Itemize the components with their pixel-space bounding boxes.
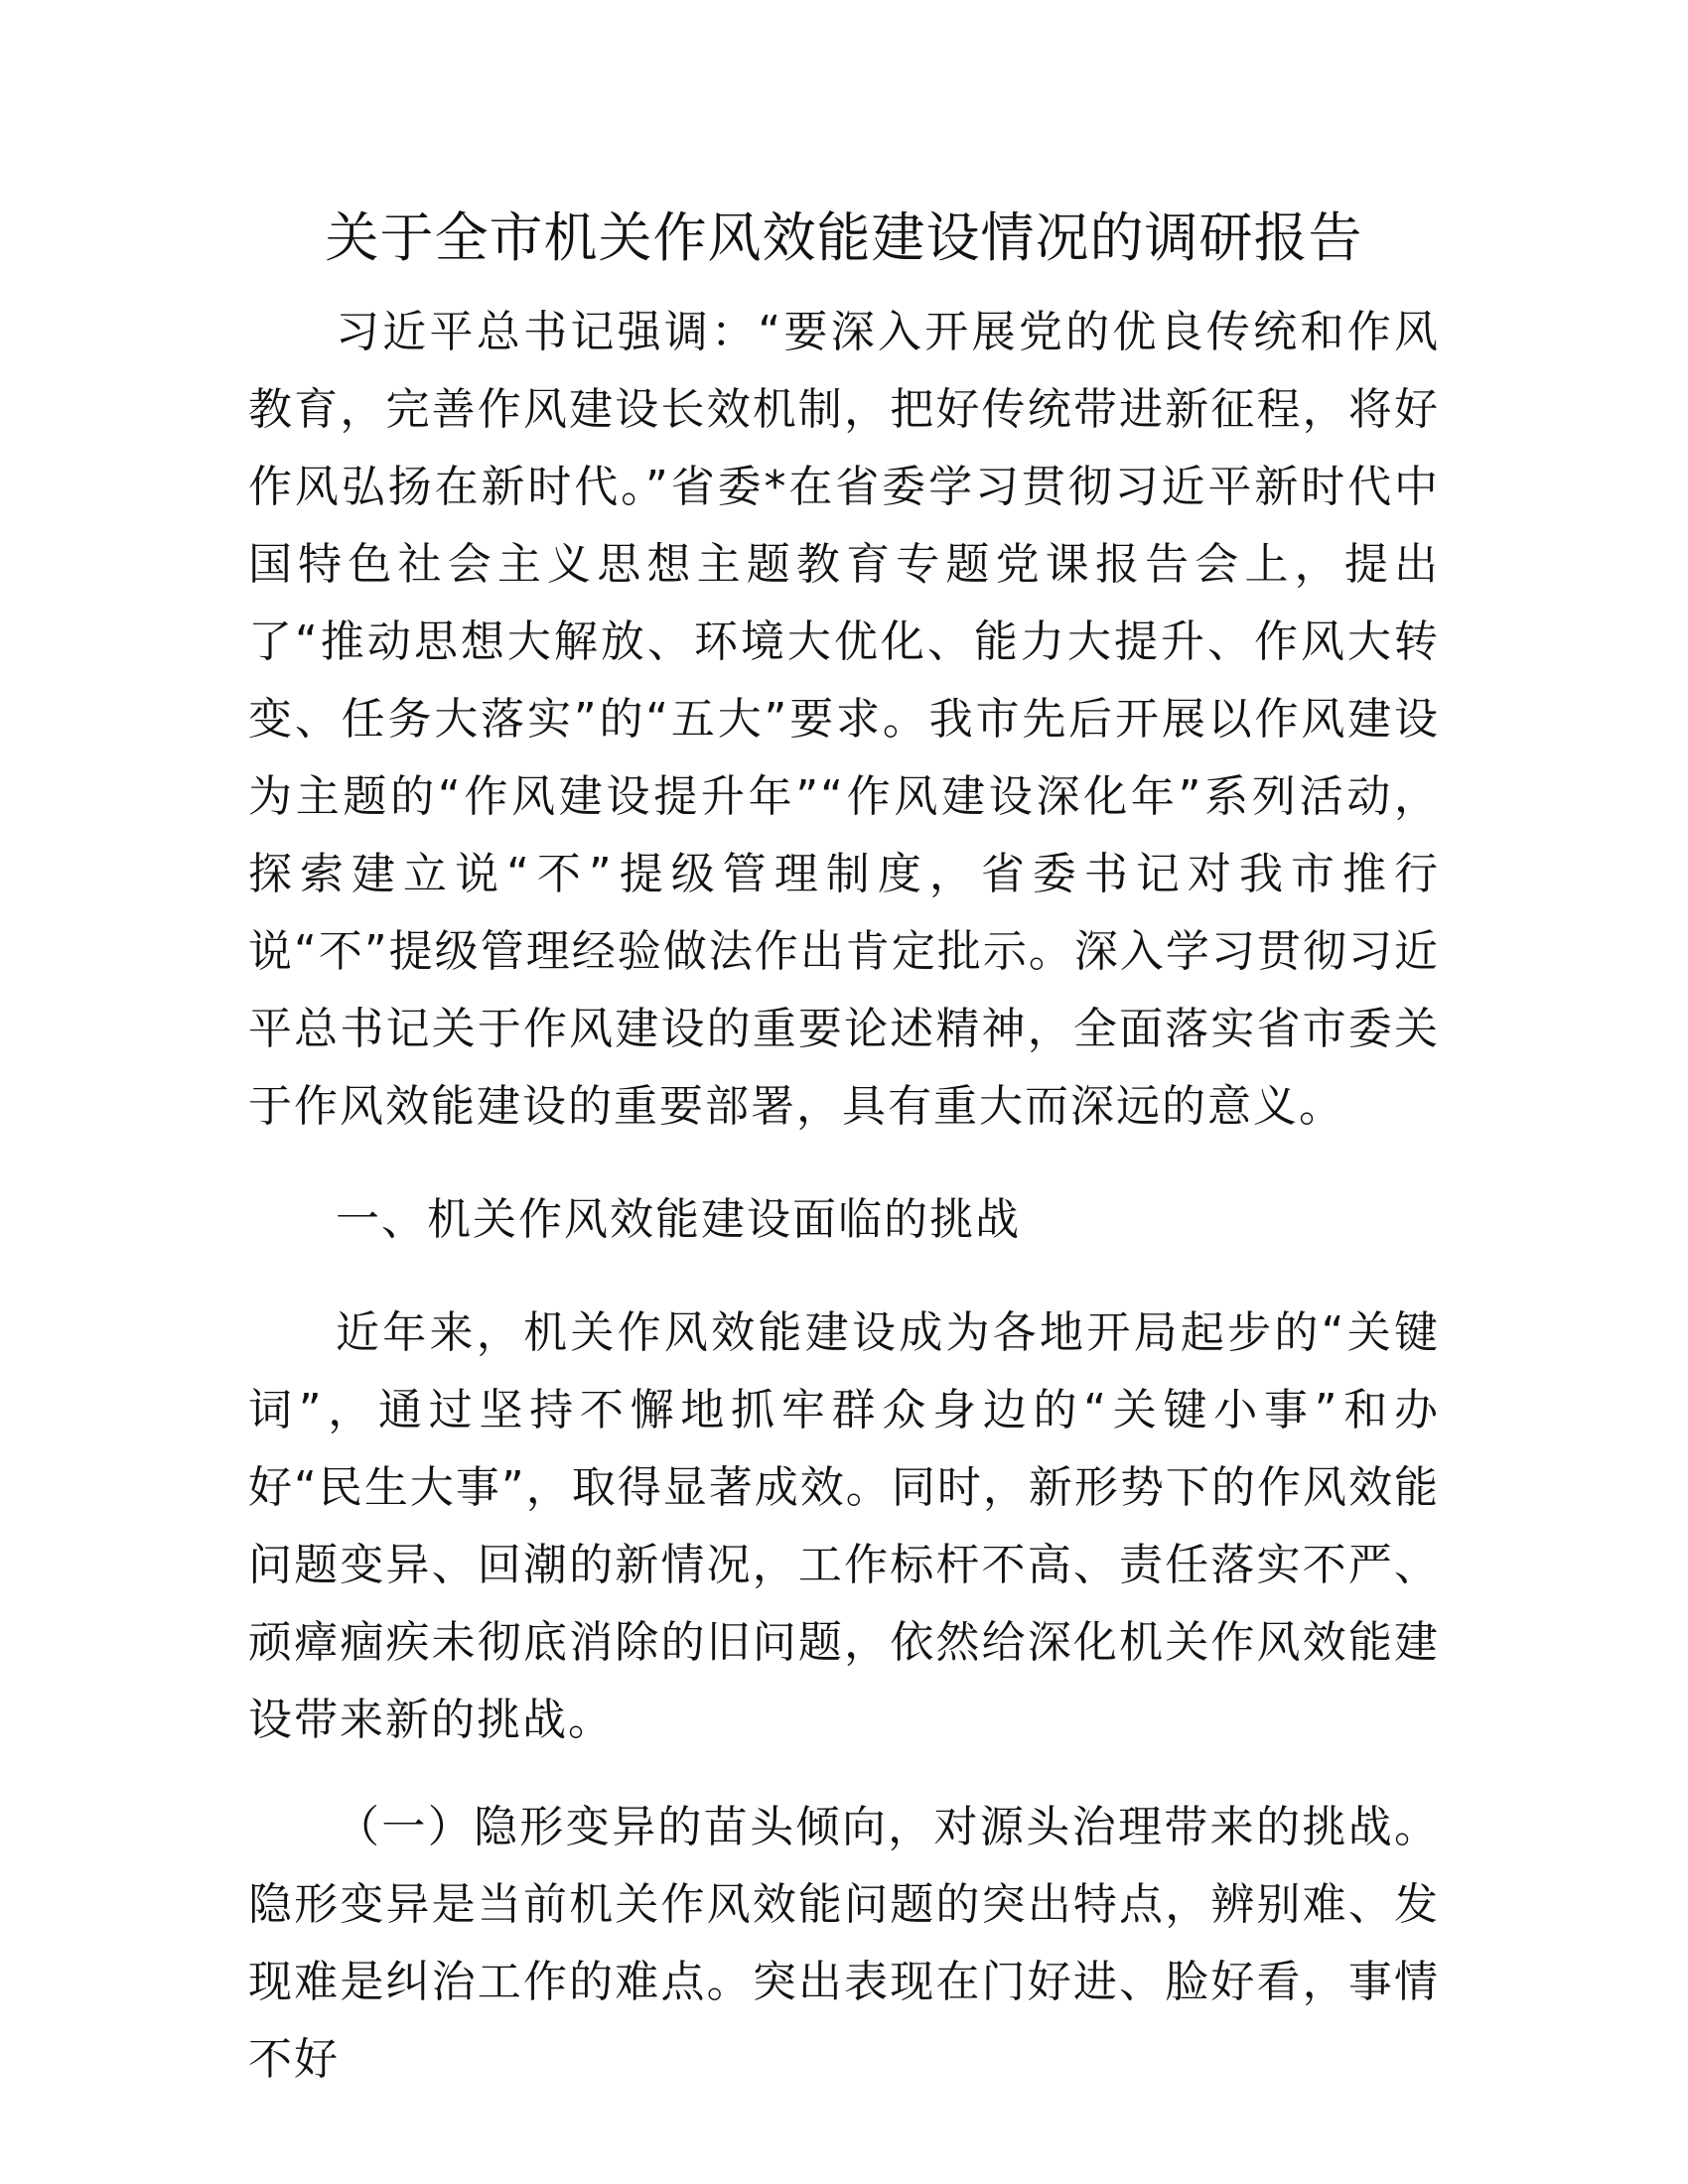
subsection-1-paragraph: （一）隐形变异的苗头倾向，对源头治理带来的挑战。隐形变异是当前机关作风效能问题的突出特点，辨别难、发现难是纠治工作的难点。突出表现在门好进、脸好看，事情不好 <box>248 1802 1440 2085</box>
section-1-paragraph: 近年来，机关作风效能建设成为各地开局起步的“关键词”，通过坚持不懈地抓牢群众身边的“关键小事”和办好“民生大事”，取得显著成效。同时，新形势下的作风效能问题变异、回潮的新情况，工作标杆不高、责任落实不严、顽瘴痼疾未彻底消除的旧问题，依然给深化机关作风效能建设带来新的挑战。 <box>248 1307 1440 1745</box>
document-title: 关于全市机关作风效能建设情况的调研报告 <box>325 206 1363 269</box>
intro-paragraph: 习近平总书记强调：“要深入开展党的优良传统和作风教育，完善作风建设长效机制，把好传统带进新征程，将好作风弘扬在新时代。”省委*在省委学习贯彻习近平新时代中国特色社会主义思想主题教育专题党课报告会上，提出了“推动思想大解放、环境大优化、能力大提升、作风大转变、任务大落实”的“五大”要求。我市先后开展以作风建设为主题的“作风建设提升年”“作风建设深化年”系列活动，探索建立说“不”提级管理制度，省委书记对我市推行说“不”提级管理经验做法作出肯定批示。深入学习贯彻习近平总书记关于作风建设的重要论述精神，全面落实省市委关于作风效能建设的重要部署，具有重大而深远的意义。 <box>248 307 1440 1132</box>
section-heading-1: 一、机关作风效能建设面临的挑战 <box>336 1194 1021 1245</box>
document-body <box>248 294 1440 2099</box>
